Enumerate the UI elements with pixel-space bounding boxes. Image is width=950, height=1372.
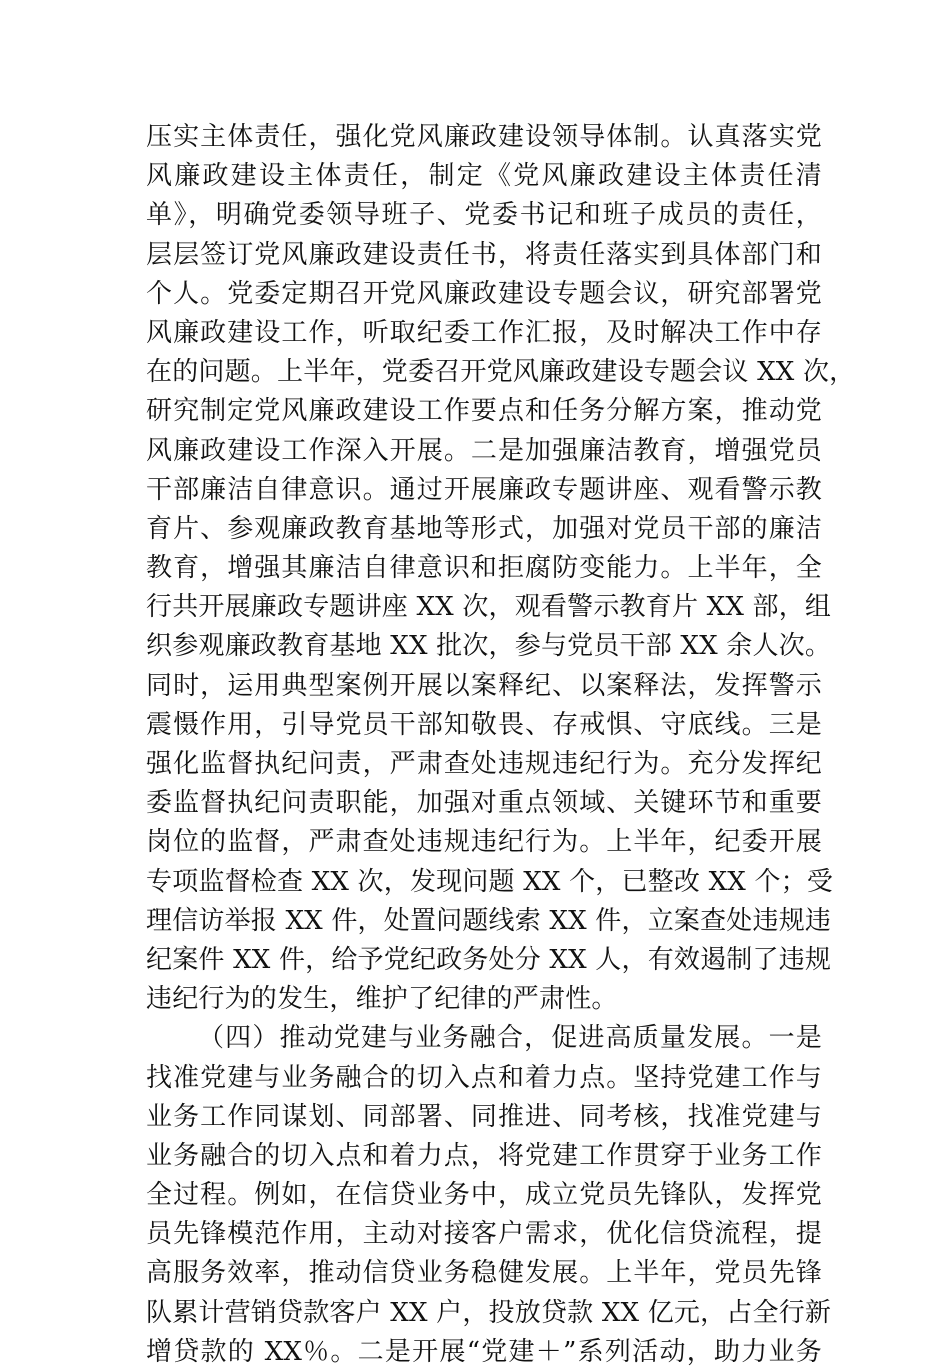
text-line: 增贷款的 XX％。二是开展“党建＋”系列活动，助力业务	[146, 1336, 822, 1367]
text-line: 行共开展廉政专题讲座 XX 次，观看警示教育片 XX 部，组	[146, 592, 832, 623]
text-line: 织参观廉政教育基地 XX 批次，参与党员干部 XX 余人次。	[146, 631, 832, 662]
text-line: 干部廉洁自律意识。通过开展廉政专题讲座、观看警示教	[146, 474, 822, 505]
text-line: 教育，增强其廉洁自律意识和拒腐防变能力。上半年，全	[146, 553, 822, 584]
text-line: 层层签订党风廉政建设责任书，将责任落实到具体部门和	[146, 239, 822, 270]
text-line: 高服务效率，推动信贷业务稳健发展。上半年，党员先锋	[146, 1258, 822, 1289]
text-line: 风廉政建设工作，听取纪委工作汇报，及时解决工作中存	[146, 317, 822, 348]
text-line: 研究制定党风廉政建设工作要点和任务分解方案，推动党	[146, 396, 822, 427]
text-line: 业务融合的切入点和着力点，将党建工作贯穿于业务工作	[146, 1140, 822, 1171]
text-line: 找准党建与业务融合的切入点和着力点。坚持党建工作与	[146, 1062, 822, 1093]
text-line: 岗位的监督，严肃查处违规违纪行为。上半年，纪委开展	[146, 827, 822, 858]
text-line: 委监督执纪问责职能，加强对重点领域、关键环节和重要	[146, 788, 822, 819]
text-line: 纪案件 XX 件，给予党纪政务处分 XX 人，有效遏制了违规	[146, 944, 832, 975]
text-line: 全过程。例如，在信贷业务中，成立党员先锋队，发挥党	[146, 1180, 822, 1211]
text-line: 在的问题。上半年，党委召开党风廉政建设专题会议 XX 次，	[146, 357, 856, 388]
text-line: 业务工作同谋划、同部署、同推进、同考核，找准党建与	[146, 1101, 822, 1132]
text-line: 强化监督执纪问责，严肃查处违规违纪行为。充分发挥纪	[146, 749, 822, 779]
text-line: 员先锋模范作用，主动对接客户需求，优化信贷流程，提	[146, 1219, 822, 1250]
text-line: 风廉政建设工作深入开展。二是加强廉洁教育，增强党员	[146, 435, 822, 466]
text-line: 违纪行为的发生，维护了纪律的严肃性。	[146, 984, 618, 1015]
text-line: 专项监督检查 XX 次，发现问题 XX 个，已整改 XX 个；受	[146, 866, 834, 897]
text-line: 单》，明确党委领导班子、党委书记和班子成员的责任，	[146, 200, 822, 231]
text-line: 震慑作用，引导党员干部知敬畏、存戒惧、守底线。三是	[146, 709, 822, 740]
text-line: 个人。党委定期召开党风廉政建设专题会议，研究部署党	[146, 278, 822, 309]
text-line: 队累计营销贷款客户 XX 户，投放贷款 XX 亿元，占全行新	[146, 1297, 832, 1328]
text-line: 理信访举报 XX 件，处置问题线索 XX 件，立案查处违规违	[146, 905, 832, 936]
text-line: 风廉政建设主体责任，制定《党风廉政建设主体责任清	[146, 161, 822, 192]
body-text	[146, 118, 856, 1372]
text-line: 育片、参观廉政教育基地等形式，加强对党员干部的廉洁	[146, 513, 822, 544]
text-line: 压实主体责任，强化党风廉政建设领导体制。认真落实党	[146, 122, 822, 152]
text-line: 同时，运用典型案例开展以案释纪、以案释法，发挥警示	[146, 670, 822, 701]
paragraph-heading-line: （四）推动党建与业务融合，促进高质量发展。一是	[198, 1023, 822, 1054]
